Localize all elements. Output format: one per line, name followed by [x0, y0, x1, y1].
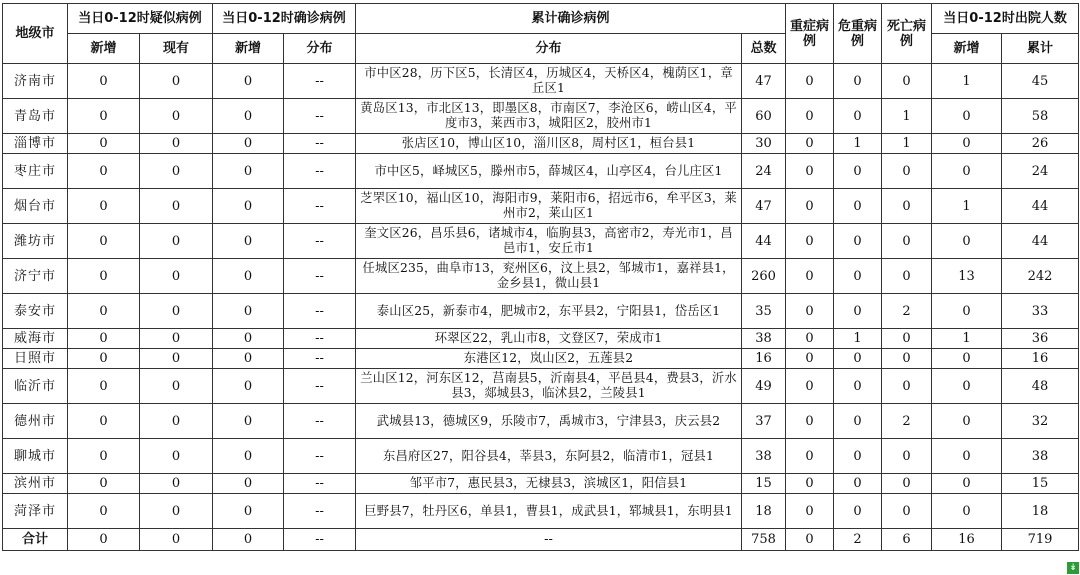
confirmed-new: 0: [213, 99, 284, 134]
totals-label: 合计: [3, 529, 68, 551]
confirmed-distribution: --: [284, 294, 356, 329]
critical-count: 2: [834, 529, 882, 551]
discharged-new: 0: [932, 494, 1002, 529]
death-count: 2: [882, 294, 932, 329]
suspected-existing: 0: [140, 474, 213, 494]
totals-row: [3, 529, 1079, 551]
discharged-cumulative: 18: [1002, 494, 1079, 529]
severe-count: 0: [786, 349, 834, 369]
city-name: 滨州市: [3, 474, 68, 494]
discharged-new: 16: [932, 529, 1002, 551]
discharged-new: 0: [932, 224, 1002, 259]
discharged-cumulative: 45: [1002, 64, 1079, 99]
severe-count: 0: [786, 259, 834, 294]
cumulative-total: 38: [742, 329, 786, 349]
header-suspected-group: 当日0-12时疑似病例: [68, 4, 213, 34]
confirmed-new: 0: [213, 474, 284, 494]
confirmed-new: 0: [213, 439, 284, 474]
critical-count: 0: [834, 294, 882, 329]
table-row: [3, 99, 1079, 134]
cumulative-total: 35: [742, 294, 786, 329]
discharged-new: 0: [932, 134, 1002, 154]
discharged-new: 1: [932, 64, 1002, 99]
severe-count: 0: [786, 529, 834, 551]
table-row: [3, 439, 1079, 474]
discharged-new: 0: [932, 154, 1002, 189]
header-confirmed-new: 新增: [213, 34, 284, 64]
death-count: 6: [882, 529, 932, 551]
confirmed-distribution: --: [284, 329, 356, 349]
cumulative-distribution: 邹平市7，惠民县3，无棣县3，滨城区1，阳信县1: [356, 474, 742, 494]
cumulative-total: 18: [742, 494, 786, 529]
death-count: 0: [882, 494, 932, 529]
severe-count: 0: [786, 294, 834, 329]
critical-count: 0: [834, 99, 882, 134]
discharged-cumulative: 48: [1002, 369, 1079, 404]
confirmed-distribution: --: [284, 439, 356, 474]
confirmed-new: 0: [213, 349, 284, 369]
suspected-existing: 0: [140, 189, 213, 224]
cumulative-total: 24: [742, 154, 786, 189]
confirmed-new: 0: [213, 494, 284, 529]
death-count: 0: [882, 369, 932, 404]
critical-count: 1: [834, 329, 882, 349]
confirmed-distribution: --: [284, 474, 356, 494]
death-count: 0: [882, 224, 932, 259]
discharged-new: 0: [932, 99, 1002, 134]
suspected-new: 0: [68, 189, 140, 224]
severe-count: 0: [786, 154, 834, 189]
discharged-cumulative: 36: [1002, 329, 1079, 349]
cumulative-total: 47: [742, 64, 786, 99]
table-row: [3, 224, 1079, 259]
confirmed-distribution: --: [284, 189, 356, 224]
severe-count: 0: [786, 474, 834, 494]
death-count: 1: [882, 99, 932, 134]
death-count: 0: [882, 154, 932, 189]
header-suspected-new: 新增: [68, 34, 140, 64]
confirmed-distribution: --: [284, 134, 356, 154]
discharged-cumulative: 33: [1002, 294, 1079, 329]
confirmed-new: 0: [213, 529, 284, 551]
city-name: 青岛市: [3, 99, 68, 134]
suspected-new: 0: [68, 154, 140, 189]
confirmed-new: 0: [213, 154, 284, 189]
confirmed-new: 0: [213, 189, 284, 224]
death-count: 0: [882, 189, 932, 224]
confirmed-distribution: --: [284, 529, 356, 551]
suspected-existing: 0: [140, 134, 213, 154]
discharged-new: 0: [932, 369, 1002, 404]
city-name: 临沂市: [3, 369, 68, 404]
suspected-existing: 0: [140, 294, 213, 329]
suspected-new: 0: [68, 224, 140, 259]
table-row: [3, 294, 1079, 329]
cumulative-distribution: 黄岛区13，市北区13，即墨区8，市南区7，李沧区6，崂山区4，平度市3，莱西市3，城阳区2，胶州市1: [356, 99, 742, 134]
table-row: [3, 189, 1079, 224]
city-name: 济宁市: [3, 259, 68, 294]
confirmed-distribution: --: [284, 259, 356, 294]
cumulative-distribution: 东港区12，岚山区2，五莲县2: [356, 349, 742, 369]
critical-count: 0: [834, 189, 882, 224]
suspected-existing: 0: [140, 99, 213, 134]
suspected-new: 0: [68, 134, 140, 154]
suspected-new: 0: [68, 494, 140, 529]
header-suspected-existing: 现有: [140, 34, 213, 64]
confirmed-distribution: --: [284, 99, 356, 134]
cumulative-distribution: 芝罘区10，福山区10，海阳市9，莱阳市6，招远市6，牟平区3，莱州市2，莱山区1: [356, 189, 742, 224]
death-count: 2: [882, 404, 932, 439]
critical-count: 0: [834, 154, 882, 189]
header-critical: 危重病例: [834, 4, 882, 64]
suspected-existing: 0: [140, 369, 213, 404]
suspected-existing: 0: [140, 154, 213, 189]
death-count: 1: [882, 134, 932, 154]
critical-count: 0: [834, 224, 882, 259]
death-count: 0: [882, 329, 932, 349]
city-name: 聊城市: [3, 439, 68, 474]
discharged-cumulative: 44: [1002, 189, 1079, 224]
header-cumulative-group: 累计确诊病例: [356, 4, 786, 34]
critical-count: 0: [834, 259, 882, 294]
discharged-cumulative: 44: [1002, 224, 1079, 259]
severe-count: 0: [786, 64, 834, 99]
critical-count: 0: [834, 474, 882, 494]
death-count: 0: [882, 349, 932, 369]
severe-count: 0: [786, 99, 834, 134]
city-name: 泰安市: [3, 294, 68, 329]
severe-count: 0: [786, 189, 834, 224]
suspected-existing: 0: [140, 259, 213, 294]
cumulative-total: 260: [742, 259, 786, 294]
critical-count: 0: [834, 404, 882, 439]
discharged-new: 0: [932, 474, 1002, 494]
table-row: [3, 349, 1079, 369]
city-name: 枣庄市: [3, 154, 68, 189]
severe-count: 0: [786, 404, 834, 439]
confirmed-new: 0: [213, 224, 284, 259]
suspected-existing: 0: [140, 349, 213, 369]
suspected-new: 0: [68, 529, 140, 551]
discharged-cumulative: 242: [1002, 259, 1079, 294]
discharged-new: 1: [932, 329, 1002, 349]
critical-count: 0: [834, 64, 882, 99]
discharged-cumulative: 38: [1002, 439, 1079, 474]
suspected-existing: 0: [140, 329, 213, 349]
cumulative-distribution: 市中区5，峄城区5，滕州市5，薛城区4，山亭区4，台儿庄区1: [356, 154, 742, 189]
confirmed-new: 0: [213, 369, 284, 404]
death-count: 0: [882, 64, 932, 99]
confirmed-distribution: --: [284, 224, 356, 259]
severe-count: 0: [786, 224, 834, 259]
cumulative-distribution: 市中区28，历下区5，长清区4，历城区4，天桥区4，槐荫区1，章丘区1: [356, 64, 742, 99]
suspected-new: 0: [68, 64, 140, 99]
cumulative-total: 38: [742, 439, 786, 474]
severe-count: 0: [786, 134, 834, 154]
cumulative-distribution: 泰山区25，新泰市4，肥城市2，东平县2，宁阳县1，岱岳区1: [356, 294, 742, 329]
discharged-new: 0: [932, 404, 1002, 439]
cumulative-total: 60: [742, 99, 786, 134]
discharged-new: 0: [932, 349, 1002, 369]
header-discharged-group: 当日0-12时出院人数: [932, 4, 1079, 34]
cumulative-total: 15: [742, 474, 786, 494]
cumulative-distribution: 环翠区22，乳山市8，文登区7，荣成市1: [356, 329, 742, 349]
suspected-new: 0: [68, 369, 140, 404]
suspected-new: 0: [68, 329, 140, 349]
discharged-cumulative: 24: [1002, 154, 1079, 189]
suspected-existing: 0: [140, 64, 213, 99]
discharged-new: 0: [932, 439, 1002, 474]
severe-count: 0: [786, 369, 834, 404]
city-name: 潍坊市: [3, 224, 68, 259]
cumulative-distribution: 张店区10，博山区10，淄川区8，周村区1，桓台县1: [356, 134, 742, 154]
table-row: [3, 259, 1079, 294]
city-name: 烟台市: [3, 189, 68, 224]
confirmed-new: 0: [213, 294, 284, 329]
table-row: [3, 134, 1079, 154]
confirmed-new: 0: [213, 259, 284, 294]
city-name: 淄博市: [3, 134, 68, 154]
confirmed-distribution: --: [284, 349, 356, 369]
discharged-new: 1: [932, 189, 1002, 224]
confirmed-distribution: --: [284, 64, 356, 99]
suspected-existing: 0: [140, 439, 213, 474]
city-name: 济南市: [3, 64, 68, 99]
header-confirmed-today-group: 当日0-12时确诊病例: [213, 4, 356, 34]
discharged-cumulative: 32: [1002, 404, 1079, 439]
discharged-cumulative: 15: [1002, 474, 1079, 494]
city-name: 威海市: [3, 329, 68, 349]
confirmed-distribution: --: [284, 494, 356, 529]
critical-count: 0: [834, 439, 882, 474]
suspected-new: 0: [68, 474, 140, 494]
suspected-existing: 0: [140, 494, 213, 529]
table-row: [3, 474, 1079, 494]
confirmed-new: 0: [213, 404, 284, 439]
table-row: [3, 329, 1079, 349]
suspected-new: 0: [68, 294, 140, 329]
cumulative-total: 44: [742, 224, 786, 259]
covid-stats-table: [2, 3, 1079, 551]
table-row: [3, 494, 1079, 529]
critical-count: 0: [834, 369, 882, 404]
header-discharged-new: 新增: [932, 34, 1002, 64]
discharged-new: 13: [932, 259, 1002, 294]
confirmed-distribution: --: [284, 369, 356, 404]
critical-count: 0: [834, 494, 882, 529]
table-row: [3, 369, 1079, 404]
suspected-new: 0: [68, 99, 140, 134]
cumulative-distribution: 兰山区12，河东区12，莒南县5，沂南县4，平邑县4，费县3，沂水县3，郯城县3，临沭县2，兰陵县1: [356, 369, 742, 404]
death-count: 0: [882, 439, 932, 474]
cumulative-total: 49: [742, 369, 786, 404]
discharged-cumulative: 26: [1002, 134, 1079, 154]
suspected-new: 0: [68, 439, 140, 474]
city-name: 菏泽市: [3, 494, 68, 529]
header-row-1: [3, 4, 1079, 34]
header-death: 死亡病例: [882, 4, 932, 64]
confirmed-distribution: --: [284, 154, 356, 189]
cumulative-distribution: 巨野县7，牡丹区6，单县1，曹县1，成武县1，郓城县1，东明县1: [356, 494, 742, 529]
discharged-cumulative: 58: [1002, 99, 1079, 134]
discharged-new: 0: [932, 294, 1002, 329]
cumulative-distribution: 奎文区26，昌乐县6，诸城市4，临朐县3，高密市2，寿光市1，昌邑市1，安丘市1: [356, 224, 742, 259]
cumulative-distribution: 武城县13，德城区9，乐陵市7，禹城市3，宁津县3，庆云县2: [356, 404, 742, 439]
cumulative-distribution: 东昌府区27，阳谷县4，莘县3，东阿县2，临清市1，冠县1: [356, 439, 742, 474]
confirmed-new: 0: [213, 329, 284, 349]
cumulative-distribution: --: [356, 529, 742, 551]
city-name: 德州市: [3, 404, 68, 439]
header-confirmed-distribution: 分布: [284, 34, 356, 64]
death-count: 0: [882, 474, 932, 494]
header-cumulative-distribution: 分布: [356, 34, 742, 64]
city-name: 日照市: [3, 349, 68, 369]
table-row: [3, 64, 1079, 99]
suspected-existing: 0: [140, 404, 213, 439]
cumulative-distribution: 任城区235，曲阜市13，兖州区6，汶上县2，邹城市1，嘉祥县1，金乡县1，微山县1: [356, 259, 742, 294]
discharged-cumulative: 16: [1002, 349, 1079, 369]
expand-arrow-icon[interactable]: ↡: [1067, 562, 1079, 574]
severe-count: 0: [786, 494, 834, 529]
table-row: [3, 404, 1079, 439]
critical-count: 1: [834, 134, 882, 154]
confirmed-new: 0: [213, 134, 284, 154]
cumulative-total: 37: [742, 404, 786, 439]
suspected-existing: 0: [140, 224, 213, 259]
cumulative-total: 47: [742, 189, 786, 224]
header-severe: 重症病例: [786, 4, 834, 64]
suspected-new: 0: [68, 404, 140, 439]
critical-count: 0: [834, 349, 882, 369]
suspected-new: 0: [68, 349, 140, 369]
discharged-cumulative: 719: [1002, 529, 1079, 551]
header-discharged-cumulative: 累计: [1002, 34, 1079, 64]
suspected-new: 0: [68, 259, 140, 294]
severe-count: 0: [786, 439, 834, 474]
suspected-existing: 0: [140, 529, 213, 551]
cumulative-total: 16: [742, 349, 786, 369]
confirmed-new: 0: [213, 64, 284, 99]
header-cumulative-total: 总数: [742, 34, 786, 64]
confirmed-distribution: --: [284, 404, 356, 439]
header-city: 地级市: [3, 4, 68, 64]
table-row: [3, 154, 1079, 189]
cumulative-total: 758: [742, 529, 786, 551]
death-count: 0: [882, 259, 932, 294]
severe-count: 0: [786, 329, 834, 349]
cumulative-total: 30: [742, 134, 786, 154]
